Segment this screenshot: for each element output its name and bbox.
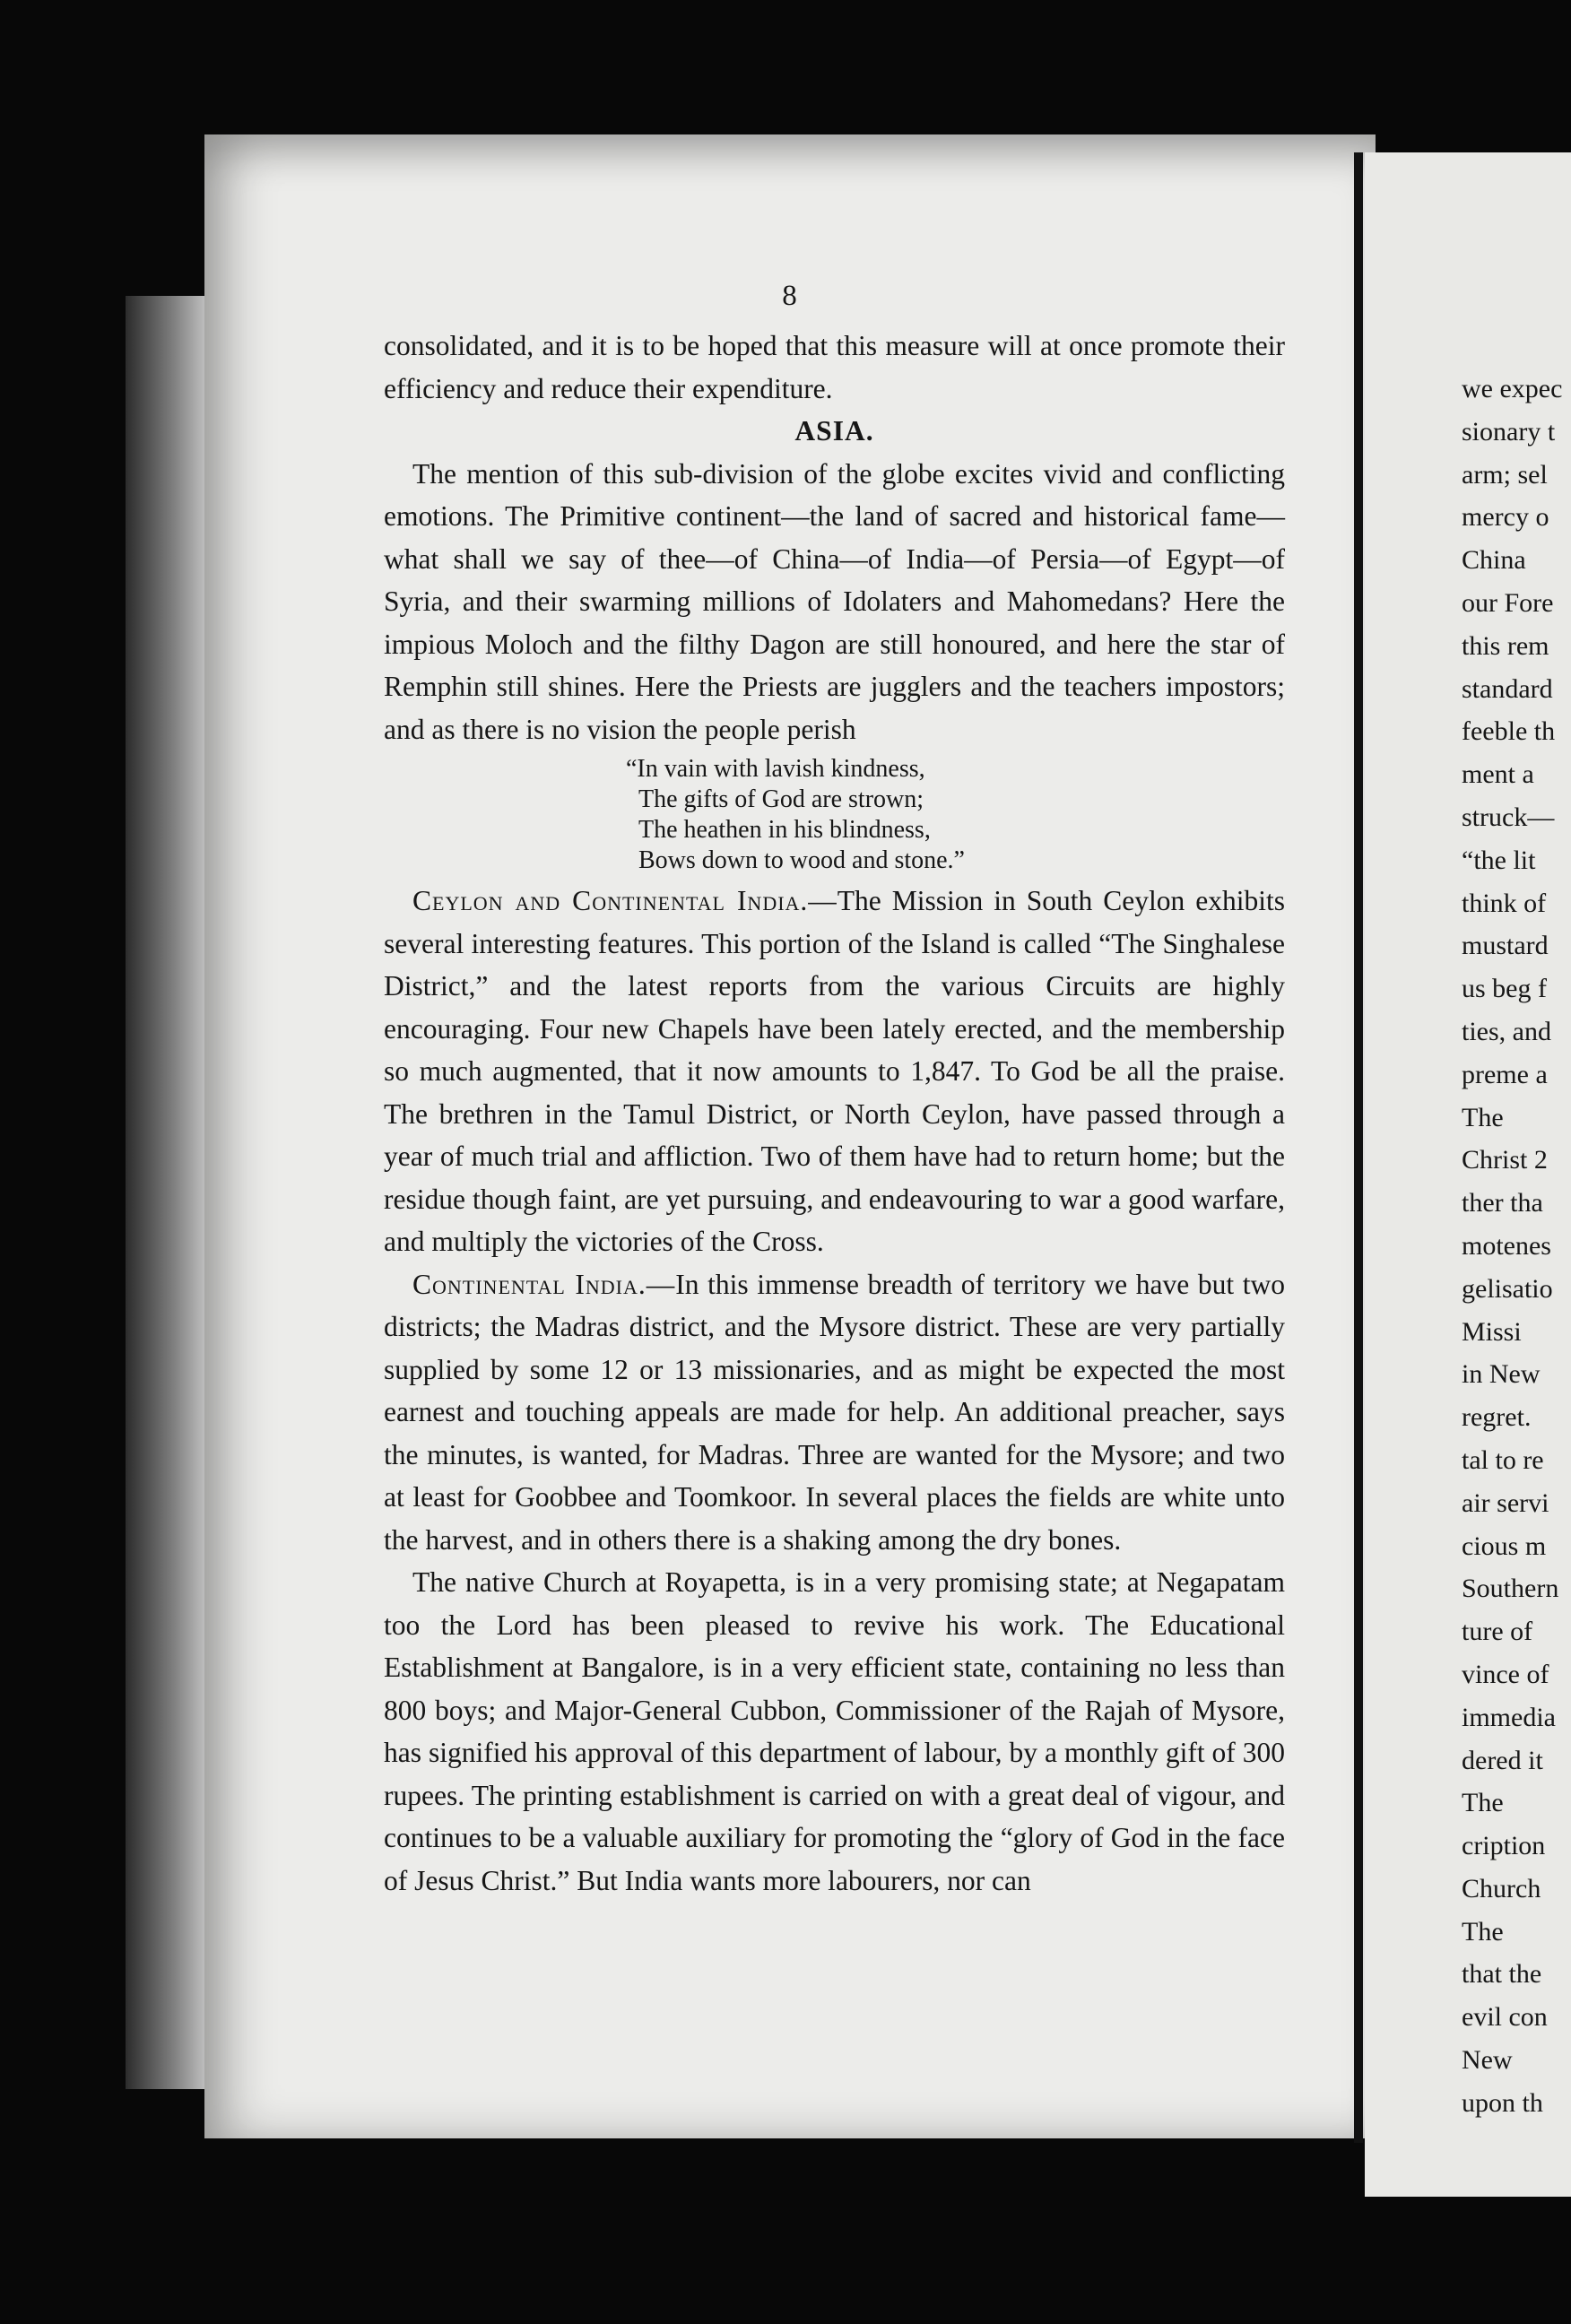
asia-paragraph: The mention of this sub-division of the globe excites vivid and conflicting emotions. The Primitive continent—the land of sacred and historical fame—what shall we say of thee—of China—of India—of Persia—of Egypt—of Syria, and their swarming millions of Idolaters and Mahomedans? Here the impious Moloch and the filthy Dagon are still honoured, and here the star of Remphin still shines. Here the Priests are jugglers and the teachers impostors; and as there is no vision the people perish bbox=[384, 457, 1285, 745]
text-block bbox=[384, 325, 1285, 1902]
text-line: that the bbox=[1462, 1959, 1542, 1990]
text-line: dered it bbox=[1462, 1745, 1543, 1775]
text-line: tal to re bbox=[1462, 1444, 1544, 1475]
text-line: mercy o bbox=[1462, 502, 1549, 533]
ceylon-text: The Mission in South Ceylon exhibits several interesting features. This portion of the Island is called “The Singhalese District,” and the latest reports from the various Circuits are highly encouraging. Four new Chapels have been lately erected, and the membership so much augmented, that it now amounts to 1,847. To God be all the praise. The brethren in the Tamul District, or North Ceylon, have passed through a year of much trial and affliction. Two of them have had to return home; but the residue though faint, are yet pursuing, and endeavouring to war a good warfare, and multiply the victories of the Cross. bbox=[384, 885, 1285, 1257]
intro-paragraph: consolidated, and it is to be hoped that this measure will at once promote their efficiency and reduce their expenditure. bbox=[384, 330, 1285, 404]
poem-line: The gifts of God are strown; bbox=[638, 785, 924, 813]
church-paragraph: The native Church at Royapetta, is in a very promising state; at Negapatam too the Lord has been pleased to revive his work. The Educational Establishment at Bangalore, is in a very efficient state, containing no less than 800 boys; and Major-General Cubbon, Commissioner of the Rajah of Mysore, has signified his approval of this department of labour, by a monthly gift of 300 rupees. The printing establishment is carried on with a great deal of vigour, and continues to be a valuable auxiliary for promoting the “glory of God in the face of Jesus Christ.” But India wants more labourers, nor can bbox=[384, 1566, 1285, 1896]
text-line: struck— bbox=[1462, 802, 1555, 832]
text-line: ther tha bbox=[1462, 1188, 1543, 1218]
text-line: cious m bbox=[1462, 1531, 1547, 1561]
text-line: standard bbox=[1462, 673, 1553, 704]
right-page-text bbox=[1462, 368, 1571, 2125]
poem-line: “In vain with lavish kindness, bbox=[626, 755, 925, 783]
text-line: ties, and bbox=[1462, 1016, 1551, 1046]
text-line: us beg f bbox=[1462, 974, 1547, 1004]
text-line: preme a bbox=[1462, 1059, 1548, 1089]
text-line: cription bbox=[1462, 1831, 1546, 1861]
continental-paragraph bbox=[384, 1263, 1285, 1562]
text-line: our Fore bbox=[1462, 587, 1554, 618]
text-line: The bbox=[1462, 1788, 1504, 1818]
text-line: New bbox=[1462, 2045, 1513, 2076]
text-line: arm; sel bbox=[1462, 459, 1548, 490]
text-line: air servi bbox=[1462, 1487, 1549, 1518]
text-line: regret. bbox=[1462, 1402, 1532, 1433]
text-line: The bbox=[1462, 1916, 1504, 1947]
text-line: immedia bbox=[1462, 1702, 1556, 1732]
text-line: feeble th bbox=[1462, 716, 1556, 747]
text-line: think of bbox=[1462, 888, 1547, 918]
continental-heading: Continental India.— bbox=[412, 1268, 676, 1300]
ceylon-heading: Ceylon and Continental India.— bbox=[412, 885, 838, 916]
text-line: Southern bbox=[1462, 1574, 1559, 1604]
text-line: ture of bbox=[1462, 1617, 1533, 1647]
text-line: China bbox=[1462, 545, 1526, 576]
text-line: upon th bbox=[1462, 2087, 1543, 2118]
text-line: evil con bbox=[1462, 2002, 1548, 2033]
text-line: motenes bbox=[1462, 1230, 1551, 1261]
text-line: ment a bbox=[1462, 759, 1534, 790]
text-line: sionary t bbox=[1462, 416, 1556, 447]
page-number: 8 bbox=[782, 280, 798, 312]
left-page bbox=[204, 134, 1376, 2138]
text-line: gelisatio bbox=[1462, 1273, 1553, 1304]
text-line: we expec bbox=[1462, 374, 1563, 403]
right-page bbox=[1365, 152, 1571, 2197]
section-heading: ASIA. bbox=[794, 415, 874, 447]
text-line: this rem bbox=[1462, 630, 1549, 661]
page-edge-shadow bbox=[126, 296, 211, 2089]
text-line: vince of bbox=[1462, 1659, 1549, 1689]
text-line: in New bbox=[1462, 1359, 1541, 1390]
poem-line: Bows down to wood and stone.” bbox=[638, 846, 965, 874]
text-line: The bbox=[1462, 1102, 1504, 1132]
poem-line: The heathen in his blindness, bbox=[638, 816, 931, 844]
poem-quote bbox=[626, 754, 1285, 876]
text-line: Church bbox=[1462, 1873, 1541, 1903]
page-gutter bbox=[1354, 152, 1363, 2143]
text-line: Missi bbox=[1462, 1316, 1522, 1347]
ceylon-paragraph bbox=[384, 880, 1285, 1263]
text-line: “the lit bbox=[1462, 845, 1536, 875]
text-line: mustard bbox=[1462, 931, 1549, 961]
text-line: Christ 2 bbox=[1462, 1145, 1548, 1175]
continental-text: In this immense breadth of territory we have but two districts; the Madras district, and the Mysore district. These are very partially supplied by some 12 or 13 missionaries, and as might be expected the most earnest and touching appeals are made for help. An additional preacher, says the minutes, is wanted, for Madras. Three are wanted for the Mysore; and two at least for Goobbee and Toomkoor. In several places the fields are white unto the harvest, and in others there is a shaking among the dry bones. bbox=[384, 1268, 1286, 1556]
